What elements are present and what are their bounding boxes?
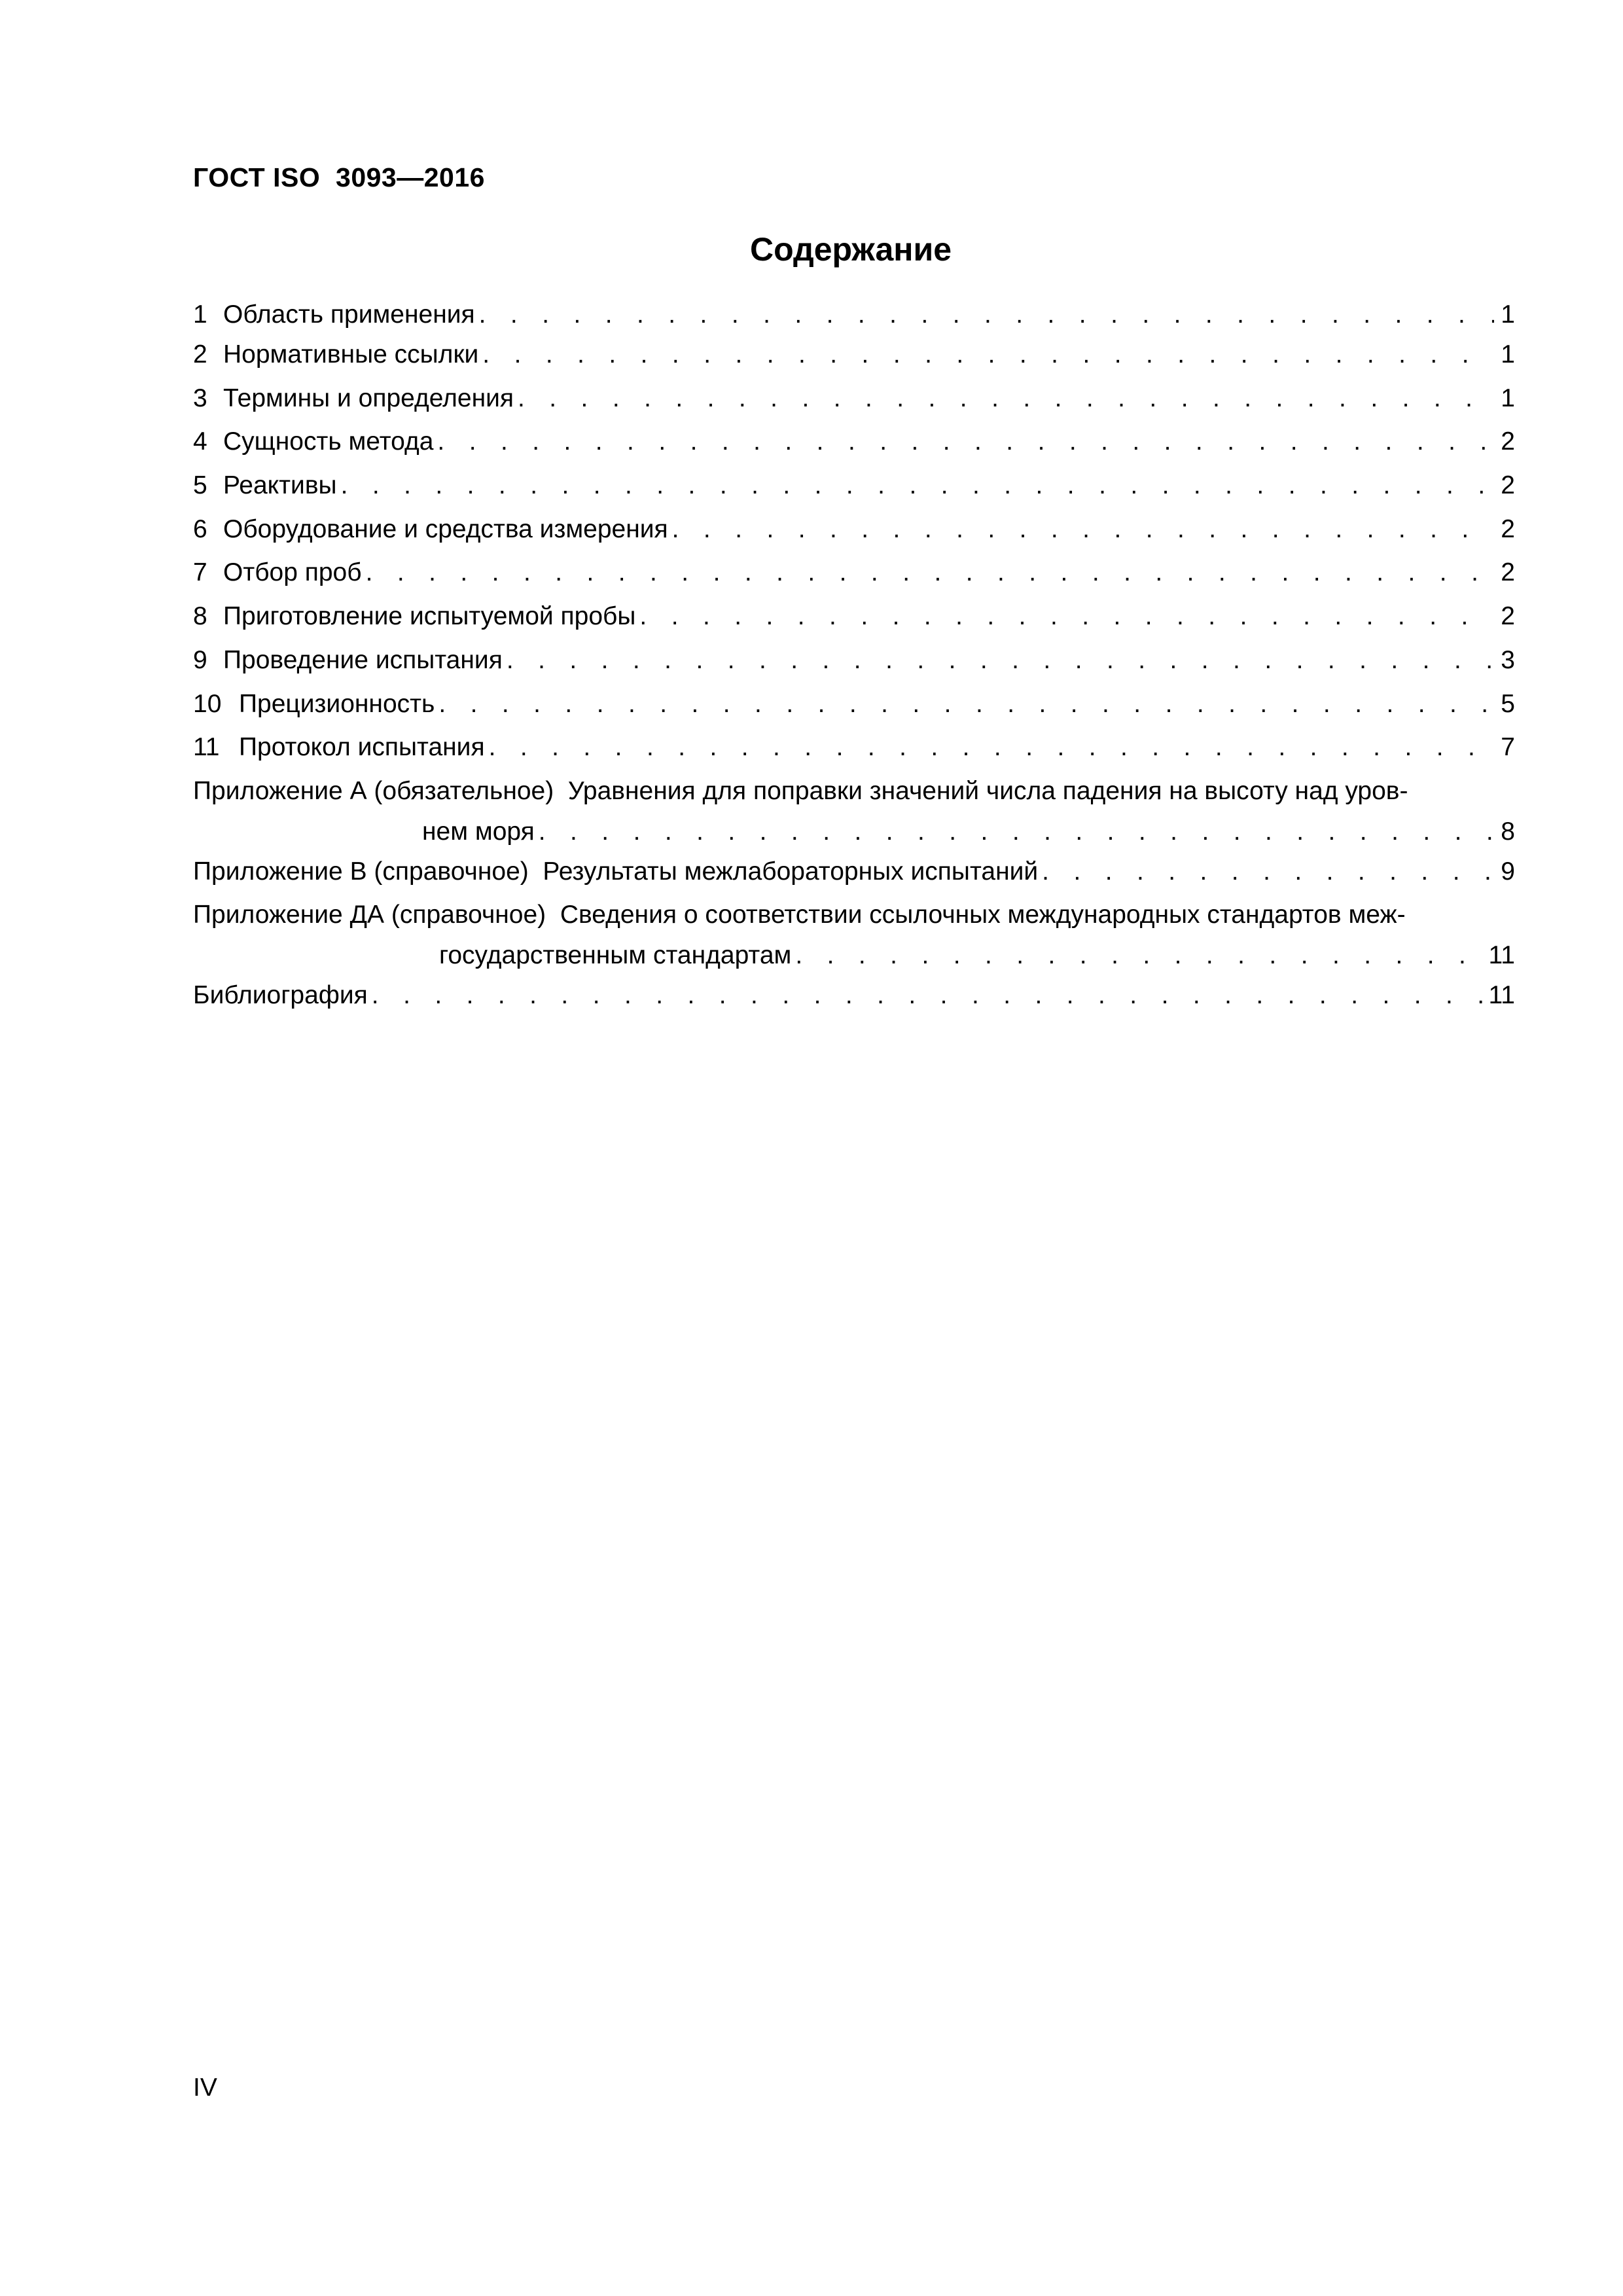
toc-entry-3[interactable]	[193, 377, 1515, 421]
toc-entry-label: Приготовление испытуемой пробы	[223, 602, 636, 631]
toc-entry-1[interactable]	[193, 296, 1515, 333]
toc-annex-title-continued: государственным стандартам	[439, 941, 792, 969]
toc-entry-label: Сущность метода	[223, 427, 434, 456]
toc-leader-dots	[668, 508, 1494, 552]
toc-entry-page: 1	[1501, 384, 1515, 412]
toc-leader-dots	[514, 377, 1494, 421]
toc-leader-dots	[503, 639, 1494, 683]
toc-annex-title: Приложение А (обязательное) Уравнения для поправки значений числа падения на высоту над уров-	[193, 776, 1408, 805]
toc-leader-dots	[535, 814, 1494, 850]
toc-entry-page: 11	[1488, 980, 1515, 1009]
toc-leader-dots	[635, 595, 1494, 639]
table-of-contents	[193, 296, 1515, 1018]
toc-entry-5[interactable]	[193, 464, 1515, 508]
toc-entry-page: 5	[1501, 689, 1515, 718]
toc-annex-b[interactable]	[193, 850, 1515, 894]
toc-bibliography-label: Библиография	[193, 980, 368, 1009]
toc-bibliography[interactable]	[193, 974, 1515, 1018]
toc-entry-page: 11	[1488, 941, 1515, 969]
toc-annex-title: Приложение В (справочное) Результаты межлабораторных испытаний	[193, 857, 1039, 886]
toc-entry-label: Область применения	[223, 300, 475, 329]
toc-leader-dots	[791, 937, 1482, 974]
toc-entry-number: 8	[193, 602, 207, 631]
toc-annex-a[interactable]	[193, 770, 1515, 850]
toc-leader-dots	[337, 464, 1494, 508]
toc-leader-dots	[368, 974, 1482, 1018]
toc-entry-page: 2	[1501, 471, 1515, 500]
toc-entry-number: 6	[193, 514, 207, 543]
toc-title: Содержание	[749, 231, 952, 268]
toc-entry-page: 7	[1501, 733, 1515, 762]
toc-entry-page: 8	[1501, 817, 1515, 846]
toc-entry-6[interactable]	[193, 508, 1515, 552]
toc-entry-label: Проведение испытания	[223, 645, 503, 674]
toc-entry-page: 2	[1501, 427, 1515, 456]
toc-entry-page: 2	[1501, 602, 1515, 631]
toc-entry-label: Нормативные ссылки	[223, 340, 479, 368]
toc-entry-label: Оборудование и средства измерения	[223, 514, 668, 543]
toc-entry-11[interactable]	[193, 726, 1515, 770]
page-number: IV	[193, 2073, 217, 2102]
toc-entry-label: Прецизионность	[239, 689, 435, 718]
toc-annex-title-continued: нем моря	[422, 817, 535, 846]
toc-annex-da[interactable]	[193, 893, 1515, 974]
toc-entry-number: 4	[193, 427, 207, 456]
toc-entry-number: 2	[193, 340, 207, 368]
toc-entry-page: 1	[1501, 300, 1515, 329]
toc-entry-number: 7	[193, 558, 207, 587]
toc-entry-number: 9	[193, 645, 207, 674]
toc-entry-10[interactable]	[193, 683, 1515, 726]
toc-entry-page: 2	[1501, 514, 1515, 543]
toc-entry-number: 3	[193, 384, 207, 412]
document-code: ГОСТ ISO 3093—2016	[193, 162, 485, 192]
toc-entry-label: Реактивы	[223, 471, 337, 500]
toc-entry-number: 10	[193, 689, 222, 718]
toc-entry-number: 5	[193, 471, 207, 500]
toc-entry-7[interactable]	[193, 551, 1515, 595]
toc-entry-8[interactable]	[193, 595, 1515, 639]
toc-entry-9[interactable]	[193, 639, 1515, 683]
toc-leader-dots	[475, 296, 1494, 333]
toc-entry-number: 1	[193, 300, 207, 329]
toc-entry-label: Протокол испытания	[239, 733, 485, 762]
toc-leader-dots	[435, 683, 1494, 726]
toc-entry-4[interactable]	[193, 420, 1515, 464]
toc-leader-dots	[362, 551, 1494, 595]
toc-entry-label: Термины и определения	[223, 384, 514, 412]
toc-entry-label: Отбор проб	[223, 558, 362, 587]
toc-entry-page: 9	[1501, 857, 1515, 886]
toc-leader-dots	[478, 333, 1494, 377]
toc-leader-dots	[433, 420, 1494, 464]
toc-leader-dots	[485, 726, 1494, 770]
toc-annex-title: Приложение ДА (справочное) Сведения о соответствии ссылочных международных стандартов меж-	[193, 901, 1406, 929]
toc-entry-number: 11	[193, 733, 220, 762]
toc-entry-page: 3	[1501, 645, 1515, 674]
toc-entry-page: 2	[1501, 558, 1515, 587]
toc-leader-dots	[1038, 850, 1494, 894]
toc-entry-page: 1	[1501, 340, 1515, 368]
toc-entry-2[interactable]	[193, 333, 1515, 377]
